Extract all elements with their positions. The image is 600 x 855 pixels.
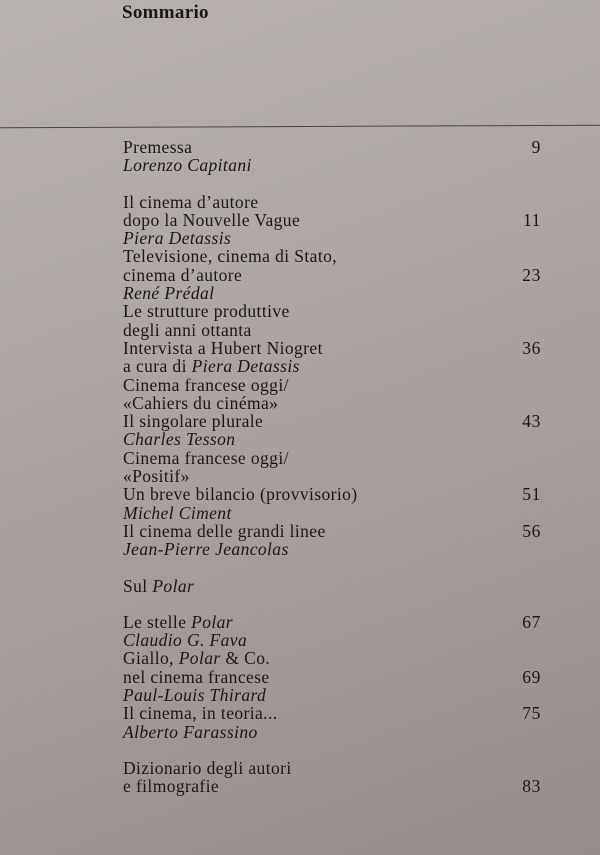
page-number: 83 xyxy=(522,776,541,797)
page-number: 75 xyxy=(522,703,541,724)
entry-title: «Cahiers du cinéma» xyxy=(123,392,279,413)
entry-title: Dizionario degli autori xyxy=(123,757,292,778)
entry-title: Cinema francese oggi/ xyxy=(123,374,289,395)
toc-entry xyxy=(123,449,563,522)
entry-title: Giallo, Polar & Co. xyxy=(123,648,271,669)
page-number: 11 xyxy=(522,209,541,230)
toc-entry xyxy=(123,247,563,302)
entry-author: Alberto Farassino xyxy=(123,721,258,742)
page-number: 67 xyxy=(522,611,541,632)
entry-author: Piera Detassis xyxy=(191,356,300,377)
page-number: 56 xyxy=(522,520,541,541)
entry-title: Il cinema, in teoria... xyxy=(123,703,278,724)
page-number: 9 xyxy=(531,137,541,157)
entry-author: Claudio G. Fava xyxy=(123,630,248,651)
entry-subtitle: Il singolare plurale xyxy=(123,411,264,432)
entry-author: Piera Detassis xyxy=(123,228,232,249)
entry-author: Paul-Louis Thirard xyxy=(123,685,267,706)
page-number: 36 xyxy=(522,337,541,358)
table-of-contents xyxy=(123,138,563,796)
entry-author: Lorenzo Capitani xyxy=(123,155,252,176)
entry-subtitle: Intervista a Hubert Niogret xyxy=(123,337,323,358)
entry-subtitle: Un breve bilancio (provvisorio) xyxy=(123,484,358,505)
entry-author: Charles Tesson xyxy=(123,429,236,450)
header-divider xyxy=(0,125,600,129)
toc-entry-premessa xyxy=(123,138,563,175)
entry-title: Il cinema delle grandi linee xyxy=(123,520,326,541)
section-heading: Sul Polar xyxy=(123,575,195,596)
toc-entry xyxy=(123,704,563,741)
toc-entry xyxy=(123,302,563,375)
entry-title: cinema d’autore xyxy=(123,264,243,285)
entry-title: degli anni ottanta xyxy=(123,319,252,340)
toc-entry xyxy=(123,522,563,559)
toc-entry xyxy=(123,193,563,248)
entry-title: Le strutture produttive xyxy=(123,301,290,322)
entry-title: «Positif» xyxy=(123,466,190,487)
entry-author: René Prédal xyxy=(123,283,215,304)
curator-prefix: a cura di xyxy=(123,356,192,377)
entry-title: Il cinema d’autore xyxy=(123,191,259,212)
page-number: 69 xyxy=(522,666,541,687)
page-title: Sommario xyxy=(122,2,209,23)
entry-title: nel cinema francese xyxy=(123,666,270,687)
entry-title: Televisione, cinema di Stato, xyxy=(123,246,338,267)
toc-entry xyxy=(123,376,563,449)
page-number: 43 xyxy=(522,411,541,432)
entry-title: dopo la Nouvelle Vague xyxy=(123,209,301,230)
entry-title: Le stelle Polar xyxy=(123,611,234,632)
entry-author: Michel Ciment xyxy=(123,502,232,523)
entry-author: Jean-Pierre Jeancolas xyxy=(123,539,289,560)
entry-title: e filmografie xyxy=(123,776,220,797)
toc-entry xyxy=(123,759,563,796)
toc-entry xyxy=(123,613,563,650)
entry-title: Cinema francese oggi/ xyxy=(123,447,289,468)
toc-entry xyxy=(123,649,563,704)
entry-title: Premessa xyxy=(123,137,193,157)
page-number: 23 xyxy=(522,264,541,285)
page-number: 51 xyxy=(522,484,541,505)
